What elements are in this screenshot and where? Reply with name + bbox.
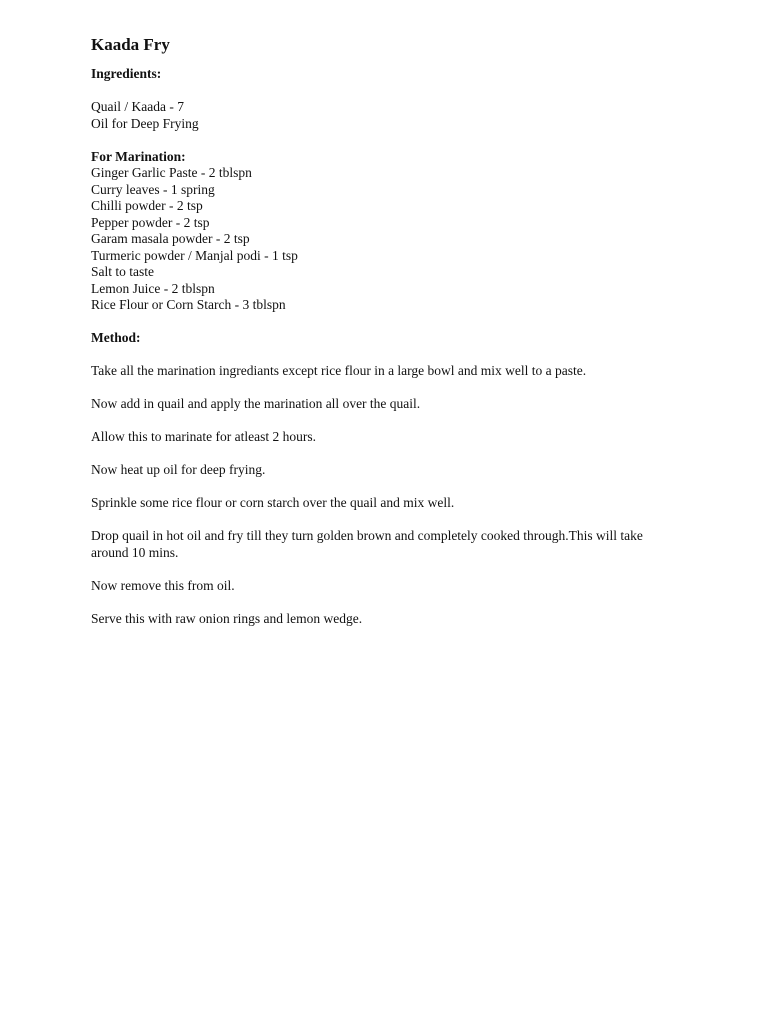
- marination-item: Garam masala powder - 2 tsp: [91, 231, 250, 246]
- spacer: [91, 132, 681, 149]
- method-step: Drop quail in hot oil and fry till they turn golden brown and completely cooked through.This will take around 10 mins.: [91, 528, 643, 560]
- marination-item: Turmeric powder / Manjal podi - 1 tsp: [91, 247, 298, 263]
- method-step: Take all the marination ingrediants except rice flour in a large bowl and mix well to a paste.: [91, 363, 587, 378]
- spacer: [91, 314, 681, 331]
- method-step: Now add in quail and apply the marination all over the quail.: [91, 396, 421, 411]
- marination-item: Salt to taste: [91, 264, 154, 279]
- ingredient-item: Oil for Deep Frying: [91, 115, 199, 131]
- marination-item: Chilli powder - 2 tsp: [91, 198, 203, 213]
- method-step: Sprinkle some rice flour or corn starch over the quail and mix well.: [91, 495, 455, 510]
- marination-heading: For Marination:: [91, 148, 186, 164]
- method-step: Now heat up oil for deep frying.: [91, 462, 266, 477]
- method-steps: [91, 363, 681, 627]
- spacer: [91, 83, 681, 100]
- method-heading: Method:: [91, 330, 141, 345]
- marination-item: Lemon Juice - 2 tblspn: [91, 280, 215, 296]
- marination-item: Curry leaves - 1 spring: [91, 181, 215, 197]
- ingredients-heading: Ingredients:: [91, 66, 162, 81]
- method-step: Serve this with raw onion rings and lemon wedge.: [91, 610, 363, 626]
- marination-item: Pepper powder - 2 tsp: [91, 214, 210, 230]
- spacer: [91, 347, 681, 364]
- method-step: Allow this to marinate for atleast 2 hours.: [91, 429, 316, 444]
- marination-item: Rice Flour or Corn Starch - 3 tblspn: [91, 297, 286, 312]
- ingredient-item: Quail / Kaada - 7: [91, 99, 184, 114]
- method-step: Now remove this from oil.: [91, 577, 235, 593]
- ingredients-list: [91, 99, 681, 132]
- marination-list: [91, 165, 681, 314]
- marination-item: Ginger Garlic Paste - 2 tblspn: [91, 165, 252, 180]
- recipe-document: [91, 34, 681, 644]
- recipe-title: Kaada Fry: [91, 35, 170, 54]
